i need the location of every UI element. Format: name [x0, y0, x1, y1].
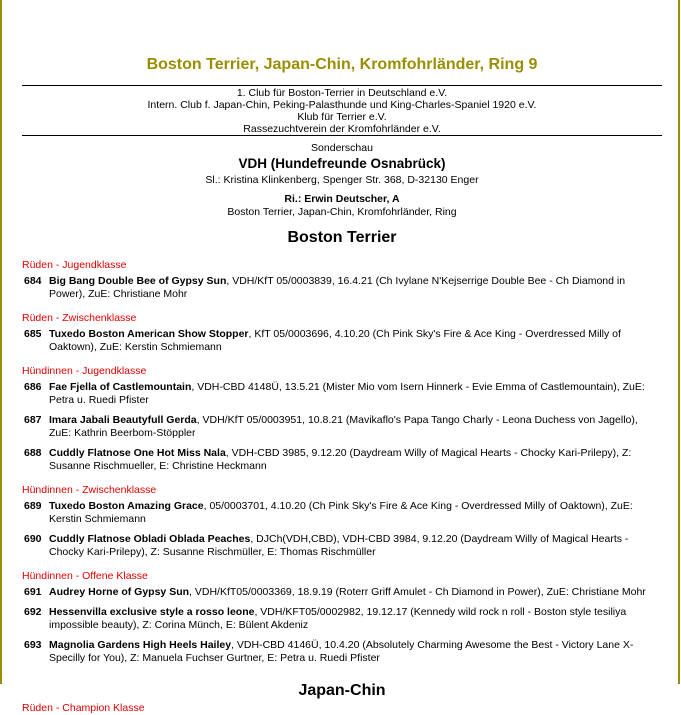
dog-name: Tuxedo Boston American Show Stopper: [49, 328, 249, 340]
entry-text: [49, 500, 662, 526]
show-leader: Sl.: Kristina Klinkenberg, Spenger Str. 368, D-32130 Enger: [205, 174, 479, 186]
entry-number: 693: [24, 639, 42, 651]
page-border-left: [0, 0, 2, 684]
class-heading: Hündinnen - Jugendklasse: [22, 365, 147, 377]
entry-details: , DJCh(VDH,CBD), VDH-CBD 3984, 9.12.20 (Daydream Willy of Magical Hearts - Chocky Kari-Prilepy), Z: Susanne Rischmüller, E: Thomas Rischmüller: [49, 533, 629, 558]
dog-name: Big Bang Double Bee of Gypsy Sun: [49, 275, 227, 287]
club-name: 1. Club für Boston-Terrier in Deutschland e.V.: [236, 87, 448, 99]
entry-details: , 05/0003701, 4.10.20 (Ch Pink Sky's Fire & Ace King - Overdressed Milly of Oaktown), ZuE: Kerstin Schmiemann: [49, 500, 633, 525]
entry-text: [49, 414, 662, 440]
entry-number: 688: [24, 447, 42, 459]
catalog-entry: [22, 606, 662, 632]
catalog-entry: [22, 328, 662, 354]
catalog-entry: [22, 586, 662, 599]
entry-details: , VDH/KfT 05/0003839, 16.4.21 (Ch Ivylane N'Kejserrige Double Bee - Ch Diamond in Power), ZuE: Christiane Mohr: [49, 275, 626, 300]
ring-title: Boston Terrier, Japan-Chin, Kromfohrländer, Ring 9: [146, 56, 538, 73]
entry-text: [49, 639, 662, 665]
class-heading: Rüden - Jugendklasse: [22, 259, 127, 271]
catalog-entry: [22, 275, 662, 301]
dog-name: Magnolia Gardens High Heels Hailey: [49, 639, 232, 651]
page-border-right: [678, 0, 680, 684]
catalog-entry: [22, 381, 662, 407]
catalog-entry: [22, 414, 662, 440]
entry-number: 685: [24, 328, 42, 340]
entry-text: [49, 533, 662, 559]
entry-number: 687: [24, 414, 42, 426]
entry-number: 686: [24, 381, 42, 393]
entry-number: 692: [24, 606, 42, 618]
class-heading: Rüden - Champion Klasse: [22, 702, 145, 714]
entry-number: 684: [24, 275, 42, 287]
judge: Ri.: Erwin Deutscher, A: [284, 193, 400, 205]
entry-text: [49, 275, 662, 301]
club-name: Rassezuchtverein der Kromfohrländer e.V.: [243, 123, 441, 135]
club-list: [22, 85, 662, 136]
entry-text: [49, 381, 662, 407]
catalog-entry: [22, 447, 662, 473]
entry-text: [49, 586, 662, 599]
dog-name: Fae Fjella of Castlemountain: [49, 381, 192, 393]
dog-name: Cuddly Flatnose Obladi Oblada Peaches: [49, 533, 251, 545]
entry-text: [49, 606, 662, 632]
show-type: Sonderschau: [311, 142, 373, 154]
entry-details: , VDH-CBD 3985, 9.12.20 (Daydream Willy of Magical Hearts - Chocky Kari-Prilepy), Z: Susanne Rischmueller, E: Christine Heckmann: [49, 447, 632, 472]
dog-name: Imara Jabali Beautyfull Gerda: [49, 414, 197, 426]
breed-title: Japan-Chin: [298, 682, 386, 699]
class-heading: Hündinnen - Offene Klasse: [22, 570, 148, 582]
breed-title: Boston Terrier: [287, 229, 397, 246]
entry-details: , KfT 05/0003696, 4.10.20 (Ch Pink Sky's Fire & Ace King - Overdressed Milly of Oaktown), ZuE: Kerstin Schmiemann: [49, 328, 621, 353]
entry-text: [49, 447, 662, 473]
class-heading: Rüden - Zwischenklasse: [22, 312, 137, 324]
dog-name: Hessenvilla exclusive style a rosso leone: [49, 606, 255, 618]
class-heading: Hündinnen - Zwischenklasse: [22, 484, 157, 496]
entry-details: , VDH-CBD 4148Ü, 13.5.21 (Mister Mio vom Isern Hinnerk - Evie Emma of Castlemountain), ZuE: Petra u. Ruedi Pfister: [49, 381, 645, 406]
dog-name: Audrey Horne of Gypsy Sun: [49, 586, 190, 598]
entry-details: , VDH/KfT05/0003369, 18.9.19 (Roterr Griff Amulet - Ch Diamond in Power), ZuE: Christiane Mohr: [189, 586, 646, 598]
entry-details: , VDH/KFT05/0002982, 19.12.17 (Kennedy wild rock n roll - Boston style tesiliya impossible beauty), Z: Corina Münch, E: Bülent Akdeniz: [49, 606, 627, 631]
entry-details: , VDH/KfT 05/0003951, 10.8.21 (Mavikaflo's Papa Tango Charly - Leona Duchess von Jagello), ZuE: Kathrin Beerbom-Stöppler: [49, 414, 638, 439]
entry-number: 690: [24, 533, 42, 545]
entry-text: [49, 328, 662, 354]
judge-breeds: Boston Terrier, Japan-Chin, Kromfohrländer, Ring: [227, 206, 457, 218]
catalog-entry: [22, 533, 662, 559]
catalog-entry: [22, 639, 662, 665]
entry-number: 691: [24, 586, 42, 598]
dog-name: Tuxedo Boston Amazing Grace: [49, 500, 204, 512]
dog-name: Cuddly Flatnose One Hot Miss Nala: [49, 447, 226, 459]
entry-details: , VDH-CBD 4146Ü, 10.4.20 (Absolutely Charming Awesome the Best - Victory Lane X-Specilly for You), Z: Manuela Fuchser Gurtner, E: Petra u. Ruedi Pfister: [49, 639, 634, 664]
catalog-page: [22, 0, 662, 715]
club-name: Intern. Club f. Japan-Chin, Peking-Palasthunde und King-Charles-Spaniel 1920 e.V.: [147, 99, 537, 111]
catalog-entry: [22, 500, 662, 526]
organizer: VDH (Hundefreunde Osnabrück): [238, 156, 446, 171]
club-name: Klub für Terrier e.V.: [297, 111, 387, 123]
entry-number: 689: [24, 500, 42, 512]
